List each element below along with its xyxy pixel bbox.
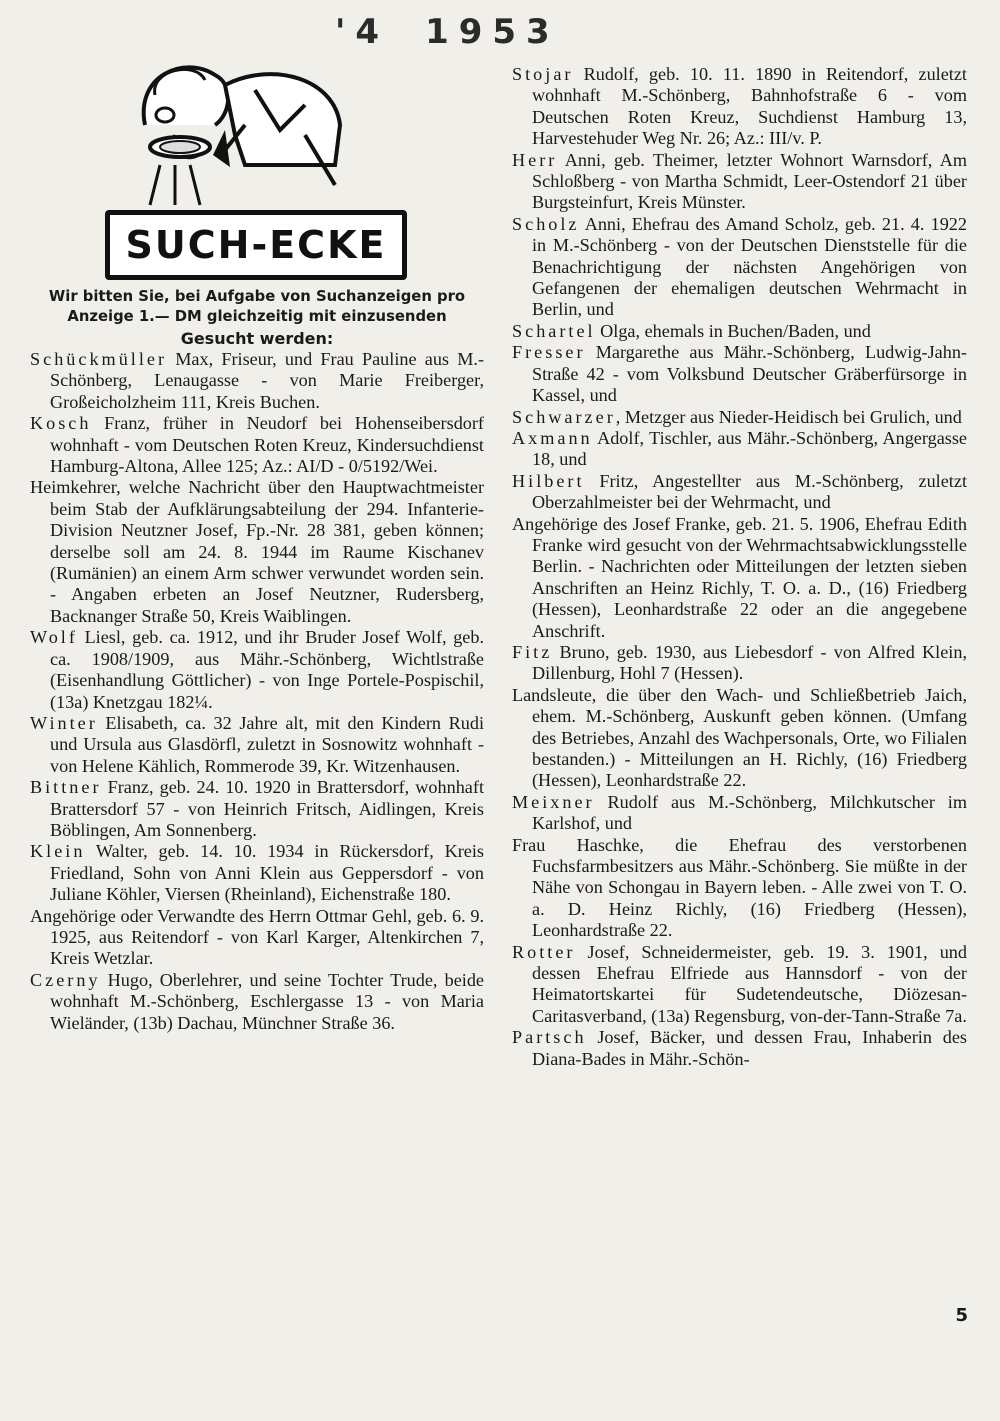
search-entry xyxy=(512,428,967,471)
search-entry xyxy=(512,942,967,1028)
entry-name: Rotter xyxy=(512,941,576,962)
search-entry xyxy=(512,642,967,685)
such-ecke-logo xyxy=(105,55,405,280)
right-entries xyxy=(512,64,967,1070)
entry-name: Hilbert xyxy=(512,470,585,491)
entry-text: Rudolf aus M.-Schönberg, Milchkutscher im Karlshof, und xyxy=(532,791,967,834)
search-entry xyxy=(512,792,967,835)
stamp-part-2: 1953 xyxy=(425,12,560,52)
search-entry xyxy=(512,214,967,321)
entry-name: Czerny xyxy=(30,969,101,990)
section-heading: Gesucht werden: xyxy=(180,329,334,348)
left-column xyxy=(30,287,484,1034)
entry-text: Walter, geb. 14. 10. 1934 in Rückersdorf, Kreis Friedland, Sohn von Anni Klein aus Geppersdorf - von Juliane Köhler, Viersen (Rheinland), Eichenstraße 180. xyxy=(50,841,484,905)
search-entry xyxy=(30,777,484,841)
entry-text: Josef, Schneidermeister, geb. 19. 3. 1901, und dessen Ehefrau Elfriede aus Hannsdorf - von der Heimatortskartei für Sudetendeutsche, Diözesan-Caritasverband, (13a) Regensburg, von-der-Tann-Straße 7a. xyxy=(532,941,967,1026)
such-ecke-title: SUCH-ECKE xyxy=(105,210,407,280)
search-entry xyxy=(512,407,967,428)
entry-name: Schwarzer xyxy=(512,406,616,427)
entry-text: Rudolf, geb. 10. 11. 1890 in Reitendorf, zuletzt wohnhaft M.-Schönberg, Bahnhofstraße 6 - vom Deutschen Roten Kreuz, Suchdienst Hamburg 13, Harvestehuder Weg Nr. 26; Az.: III/v. P. xyxy=(532,64,967,149)
entry-text: Margarethe aus Mähr.-Schönberg, Ludwig-Jahn-Straße 42 - vom Volksbund Deutscher Gräberfürsorge in Kassel, und xyxy=(532,342,967,406)
search-entry xyxy=(30,477,484,627)
entry-name: Klein xyxy=(30,841,86,862)
search-entry xyxy=(512,514,967,642)
entry-text: Max, Friseur, und Frau Pauline aus M.-Schönberg, Lenaugasse - von Marie Freiberger, Großeicholzheim 111, Kreis Buchen. xyxy=(50,349,484,412)
search-entry xyxy=(30,413,484,477)
entry-text: , Metzger aus Nieder-Heidisch bei Grulich, und xyxy=(615,406,962,427)
entry-name: Herr xyxy=(512,149,558,170)
search-entry xyxy=(512,342,967,406)
entry-name: Partsch xyxy=(512,1027,587,1048)
search-entry xyxy=(512,64,967,150)
search-entry xyxy=(512,835,967,942)
entry-text: Franz, früher in Neudorf bei Hohenseibersdorf wohnhaft - vom Deutschen Roten Kreuz, Kindersuchdienst Hamburg-Altona, Allee 125; Az.: AI/D - 0/5192/Wei. xyxy=(50,413,484,477)
left-entries xyxy=(30,349,484,1034)
entry-text: Adolf, Tischler, aus Mähr.-Schönberg, Angergasse 18, und xyxy=(532,427,967,470)
entry-text: Hugo, Oberlehrer, und seine Tochter Trude, beide wohnhaft M.-Schönberg, Eschlergasse 13 - von Maria Wieländer, (13b) Dachau, Münchner Straße 36. xyxy=(50,969,484,1033)
search-entry xyxy=(30,841,484,905)
entry-name: Bittner xyxy=(30,777,102,798)
entry-text: Angehörige des Josef Franke, geb. 21. 5. 1906, Ehefrau Edith Franke wird gesucht von der Wehrmachtsabwicklungsstelle Berlin. - Nachrichten oder Mitteilungen der letzten sieben Anschriften an Heinz Richly, T. O. a. D., (16) Friedberg (Hessen), Leonhardstraße 22 oder an die angegebene Anschrift. xyxy=(512,513,967,641)
entry-text: Josef, Bäcker, und dessen Frau, Inhaberin des Diana-Bades in Mähr.-Schön- xyxy=(532,1027,967,1069)
entry-text: Landsleute, die über den Wach- und Schließbetrieb Jaich, ehem. M.-Schönberg, Auskunft geben können. (Umfang des Betriebes, Anzahl des Wachpersonals, Orte, wo Filialen bestanden.) - Mitteilungen an H. Richly, (16) Friedberg (Hessen), Leonhardstraße 22. xyxy=(512,684,967,791)
entry-text: Olga, ehemals in Buchen/Baden, und xyxy=(595,320,871,341)
search-entry xyxy=(30,713,484,777)
search-entry xyxy=(512,150,967,214)
search-entry xyxy=(512,471,967,514)
search-entry xyxy=(30,627,484,713)
search-entry xyxy=(512,321,967,342)
intro-text: Wir bitten Sie, bei Aufgabe von Suchanzeigen pro Anzeige 1.— DM gleichzeitig mit einzusenden xyxy=(48,288,466,325)
entry-name: Meixner xyxy=(512,791,595,812)
page-number: 5 xyxy=(955,1305,968,1326)
entry-text: Angehörige oder Verwandte des Herrn Ottmar Gehl, geb. 6. 9. 1925, aus Reitendorf - von Karl Karger, Altenkirchen 7, Kreis Wetzlar. xyxy=(30,905,484,969)
entry-text: Anni, geb. Theimer, letzter Wohnort Warnsdorf, Am Schloßberg - von Martha Schmidt, Leer-Ostendorf 21 über Burgsteinfurt, Kreis Münster. xyxy=(532,149,967,213)
search-entry xyxy=(30,970,484,1034)
entry-text: Heimkehrer, welche Nachricht über den Hauptwachtmeister beim Stab der Aufklärungsabteilung der 294. Infanterie-Division Neutzner Josef, Fp.-Nr. 28 381, geben können; derselbe soll am 24. 8. 1944 im Raume Kischanev (Rumänien) an einem Arm schwer verwundet worden sein. - Angaben erbeten an Josef Neutzner, Rudersberg, Backnanger Straße 50, Kreis Waiblingen. xyxy=(30,477,484,626)
entry-text: Bruno, geb. 1930, aus Liebesdorf - von Alfred Klein, Dillenburg, Hohl 7 (Hessen). xyxy=(532,641,967,684)
search-entry xyxy=(30,906,484,970)
entry-name: Kosch xyxy=(30,413,92,434)
search-entry xyxy=(512,1027,967,1070)
entry-text: Liesl, geb. ca. 1912, und ihr Bruder Josef Wolf, geb. ca. 1908/1909, aus Mähr.-Schönberg, Wichtlstraße (Eisenhandlung Göttlicher) - von Inge Portele-Pospischil, (13a) Knetzgau 182¼. xyxy=(50,627,484,712)
entry-text: Fritz, Angestellter aus M.-Schönberg, zuletzt Oberzahlmeister bei der Wehrmacht, und xyxy=(532,470,967,513)
entry-name: Winter xyxy=(30,712,98,733)
search-entry xyxy=(30,349,484,413)
right-column xyxy=(512,64,967,1070)
detective-illustration xyxy=(105,55,405,215)
entry-text: Elisabeth, ca. 32 Jahre alt, mit den Kindern Rudi und Ursula aus Glasdörfl, zuletzt in Sosnowitz wohnhaft - von Helene Kählich, Rommerode 39, Kr. Witzenhausen. xyxy=(50,712,484,776)
entry-name: Fitz xyxy=(512,641,553,662)
stamp-part-1: '4 xyxy=(335,12,390,52)
entry-name: Stojar xyxy=(512,64,574,84)
year-stamp xyxy=(335,12,560,52)
entry-name: Schückmüller xyxy=(30,349,168,369)
entry-text: Anni, Ehefrau des Amand Scholz, geb. 21. 4. 1922 in M.-Schönberg - von der Deutschen Dienststelle für die Benachrichtigung der nächsten Angehörigen von Gefangenen der ehemaligen deutschen Wehrmacht in Berlin, und xyxy=(532,213,967,320)
entry-text: Franz, geb. 24. 10. 1920 in Brattersdorf, wohnhaft Brattersdorf 57 - von Heinrich Fritsch, Aidlingen, Kreis Böblingen, Am Sonnenberg. xyxy=(50,777,484,840)
entry-text: Frau Haschke, die Ehefrau des verstorbenen Fuchsfarmbesitzers aus Mähr.-Schönberg. Sie müßte in der Nähe von Schongau in Bayern leben. - Alle zwei von T. O. a. D. Heinz Richly, (16) Friedberg (Hessen), Leonhardstraße 22. xyxy=(512,834,967,941)
entry-name: Scholz xyxy=(512,213,580,234)
entry-name: Axmann xyxy=(512,427,593,448)
search-entry xyxy=(512,685,967,792)
entry-name: Wolf xyxy=(30,627,78,648)
entry-name: Fresser xyxy=(512,342,586,363)
entry-name: Schartel xyxy=(512,320,596,341)
